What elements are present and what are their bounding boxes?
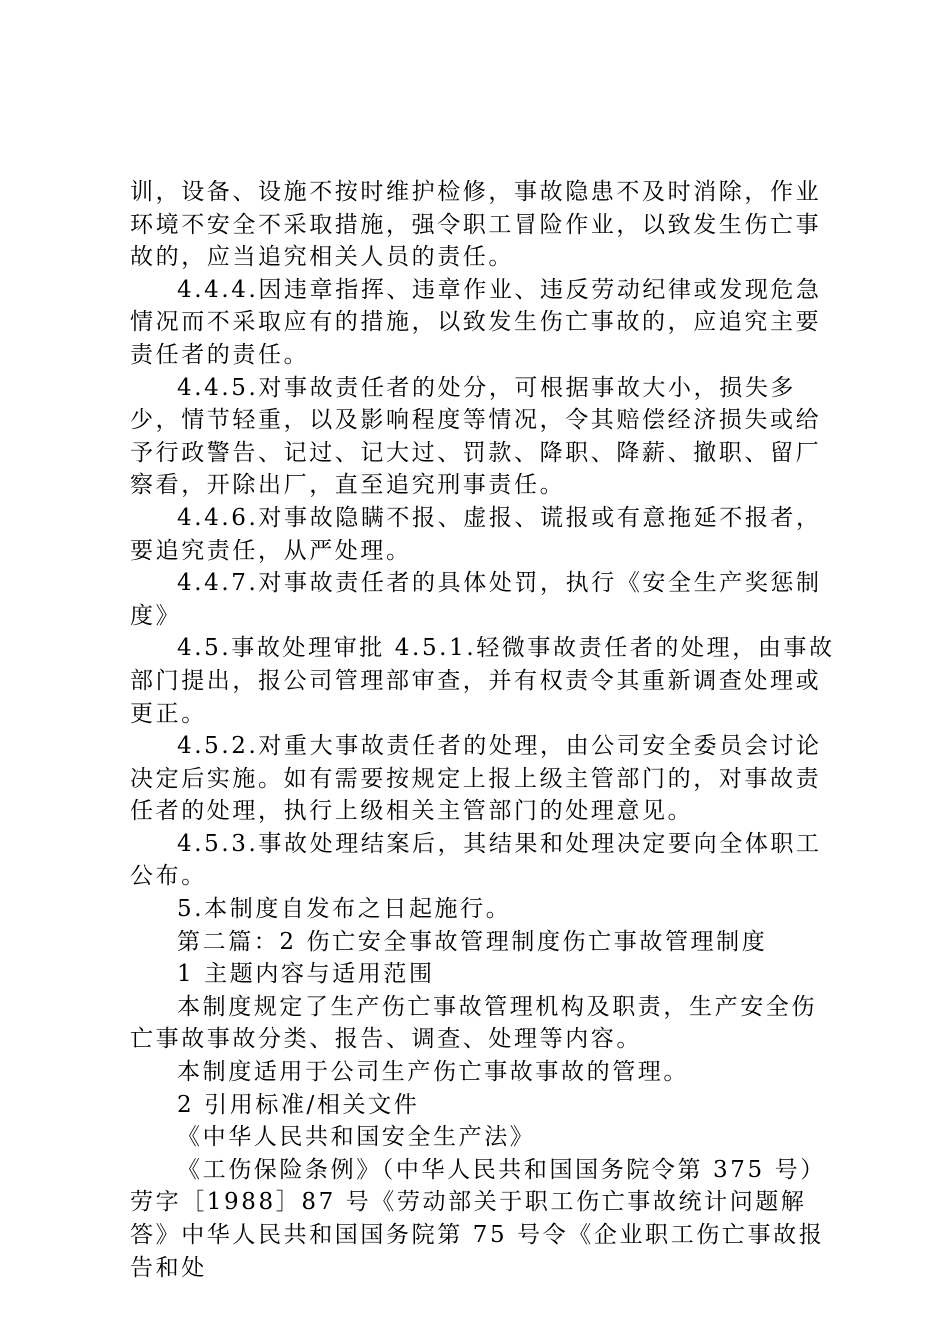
reference-list: 《工伤保险条例》（中华人民共和国国务院令第 375 号）劳字［1988］87 号《劳动部关于职工伤亡事故统计问题解答》中华人民共和国国务院第 75 号令《企业职工伤亡事故报告和处: [130, 1156, 826, 1281]
section-heading-references: 2 引用标准/相关文件: [177, 1091, 420, 1118]
document-body: [130, 176, 835, 1284]
paragraph-5: 5.本制度自发布之日起施行。: [177, 896, 512, 923]
paragraph-scope-content: 本制度规定了生产伤亡事故管理机构及职责，生产安全伤亡事故事故分类、报告、调查、处理等内容。: [130, 993, 817, 1053]
paragraph-4-5-2: 4.5.2.对重大事故责任者的处理，由公司安全委员会讨论决定后实施。如有需要按规定上报上级主管部门的，对事故责任者的处理，执行上级相关主管部门的处理意见。: [130, 733, 822, 825]
paragraph-4-4-7: 4.4.7.对事故责任者的具体处罚，执行《安全生产奖惩制度》: [130, 570, 822, 629]
paragraph-continuation: 训，设备、设施不按时维护检修，事故隐患不及时消除，作业环境不安全不采取措施，强令职工冒险作业，以致发生伤亡事故的，应当追究相关人员的责任。: [130, 179, 822, 271]
paragraph-4-4-5: 4.4.5.对事故责任者的处分，可根据事故大小，损失多少，情节轻重，以及影响程度等情况，令其赔偿经济损失或给予行政警告、记过、记大过、罚款、降职、降薪、撤职、留厂察看，开除出厂，直至追究刑事责任。: [130, 374, 822, 499]
section-heading-scope: 1 主题内容与适用范围: [177, 961, 435, 988]
paragraph-4-4-4: 4.4.4.因违章指挥、违章作业、违反劳动纪律或发现危急情况而不采取应有的措施，以致发生伤亡事故的，应追究主要责任者的责任。: [130, 276, 822, 368]
paragraph-4-5: 4.5.事故处理审批 4.5.1.轻微事故责任者的处理，由事故部门提出，报公司管理部审查，并有权责令其重新调查处理或更正。: [130, 635, 835, 727]
section-heading-part-two: 第二篇：2 伤亡安全事故管理制度伤亡事故管理制度: [177, 928, 768, 955]
paragraph-4-4-6: 4.4.6.对事故隐瞒不报、虚报、谎报或有意拖延不报者，要追究责任，从严处理。: [130, 504, 822, 564]
paragraph-4-5-3: 4.5.3.事故处理结案后，其结果和处理决定要向全体职工公布。: [130, 830, 822, 890]
reference-safety-law: 《中华人民共和国安全生产法》: [177, 1124, 536, 1151]
paragraph-scope-applicability: 本制度适用于公司生产伤亡事故事故的管理。: [177, 1059, 689, 1086]
